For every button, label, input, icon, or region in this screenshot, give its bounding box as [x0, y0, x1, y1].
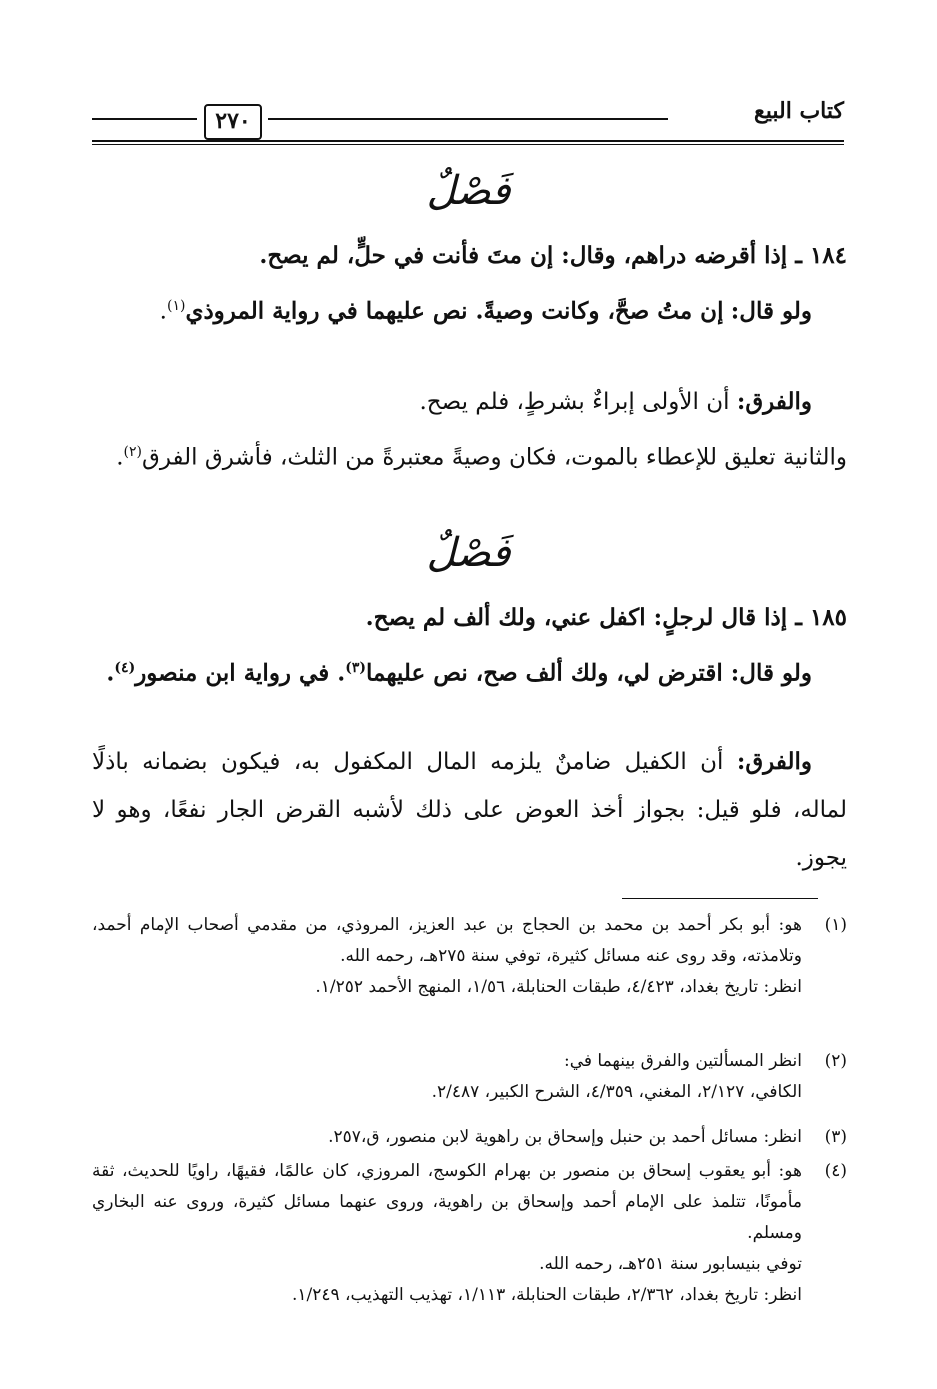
section-heading: فَصْلٌ	[426, 530, 511, 576]
footnote-death-note: توفي بنيسابور سنة ٢٥١هـ، رحمه الله.	[539, 1254, 802, 1274]
footnote-4	[92, 1156, 847, 1311]
footnote-ref[interactable]: (٢)	[123, 444, 142, 460]
header-rule	[92, 140, 844, 142]
footnote-1	[92, 910, 847, 1003]
footnote-reference: انظر: تاريخ بغداد، ٢/٣٦٢، طبقات الحنابلة، ١/١١٣، تهذيب التهذيب، ١/٢٤٩.	[291, 1285, 802, 1305]
case-paragraph: ولو قال: إن متُ صحَّ، وكانت وصيةً. نص عليهما في رواية المروذي$^{(١)}$.	[159, 297, 812, 325]
issue-185	[92, 594, 847, 642]
header-ornament-right	[268, 118, 668, 120]
footnote-text: هو: أبو بكر أحمد بن محمد بن الحجاج بن عبد العزيز، المروذي، من مقدمي أصحاب الإمام أحمد، وتلامذته، وقد روى عنه مسائل كثيرة، توفي سنة ٢٧٥هـ، رحمه الله.	[92, 915, 802, 966]
footnote-reference: انظر: تاريخ بغداد، ٤/٤٢٣، طبقات الحنابلة، ١/٥٦، المنهج الأحمد ١/٢٥٢.	[315, 977, 802, 997]
case-text: اقترض لي، ولك ألف صح، نص عليهما	[366, 659, 723, 687]
case-label: ولو قال:	[730, 659, 812, 687]
running-header	[92, 88, 844, 146]
case-label: ولو قال:	[730, 297, 812, 325]
second-text: والثانية تعليق للإعطاء بالموت، فكان وصيةً معتبرةً من الثلث، فأشرق الفرق	[142, 444, 847, 471]
footnote-number: (٤)	[824, 1161, 847, 1181]
case-text-continued: . في رواية ابن منصور	[135, 659, 346, 687]
footnote-3	[92, 1122, 847, 1153]
second-paragraph: والثانية تعليق للإعطاء بالموت، فكان وصيةً معتبرةً من الثلث، فأشرق الفرق$^{(٢)}$.	[116, 444, 847, 471]
section-heading: فَصْلٌ	[426, 168, 511, 214]
page-number: ٢٧٠	[204, 104, 262, 140]
difference-text: أن الكفيل ضامنٌ يلزمه المال المكفول به، فيكون بضمانه باذلًا لماله، فلو قيل: بجواز أخذ العوض على ذلك لأشبه القرض الجار نفعًا، وهو لا يجوز.	[92, 749, 847, 871]
footnote-number: (١)	[824, 915, 847, 935]
footnote-ref[interactable]: (٣)	[345, 660, 367, 676]
issue-text: إذا أقرضه دراهم، وقال: إن متَ فأنت في حلٍّ، لم يصح.	[259, 242, 788, 269]
footnote-2	[92, 1046, 847, 1108]
issue-number: ١٨٥ ـ	[795, 604, 847, 631]
footnote-text: هو: أبو يعقوب إسحاق بن منصور بن بهرام الكوسج، المروزي، كان عالمًا، فقيهًا، راويًا للحديث، ثقة مأمونًا، تتلمذ على الإمام أحمد وإسحاق بن راهوية، وروى عنهما مسائل كثيرة، وروى عنه البخاري ومسلم.	[92, 1161, 802, 1243]
footnote-reference: الكافي، ٢/١٢٧، المغني، ٤/٣٥٩، الشرح الكبير، ٢/٤٨٧.	[431, 1082, 802, 1102]
header-rule-thin	[92, 144, 844, 145]
difference-paragraph	[92, 378, 812, 426]
book-title: كتاب البيع	[754, 98, 844, 124]
footnote-separator	[622, 898, 818, 899]
footnote-text: انظر المسألتين والفرق بينهما في:	[564, 1051, 802, 1071]
difference-label: والفرق:	[736, 388, 812, 415]
difference-label: والفرق:	[736, 748, 813, 775]
case-text: إن متُ صحَّ، وكانت وصيةً. نص عليهما في رواية المروذي	[185, 297, 724, 325]
footnote-number: (٢)	[824, 1051, 847, 1071]
issue-number: ١٨٤ ـ	[795, 242, 847, 269]
difference-text: أن الأولى إبراءٌ بشرطٍ، فلم يصح.	[419, 389, 730, 415]
issue-184	[92, 232, 847, 280]
footnote-ref[interactable]: (٤)	[114, 660, 136, 676]
issue-text: إذا قال لرجلٍ: اكفل عني، ولك ألف لم يصح.	[365, 604, 788, 631]
case-paragraph: ولو قال: اقترض لي، ولك ألف صح، نص عليهما$^{(٣)}$. في رواية ابن منصور$^{(٤)}$.	[106, 659, 812, 687]
footnote-ref[interactable]: (١)	[166, 298, 186, 314]
footnote-number: (٣)	[824, 1127, 847, 1147]
footnote-text: انظر: مسائل أحمد بن حنبل وإسحاق بن راهوية لابن منصور، ق،٢٥٧.	[328, 1127, 802, 1147]
difference-paragraph	[92, 738, 847, 882]
header-ornament-left	[92, 118, 197, 120]
